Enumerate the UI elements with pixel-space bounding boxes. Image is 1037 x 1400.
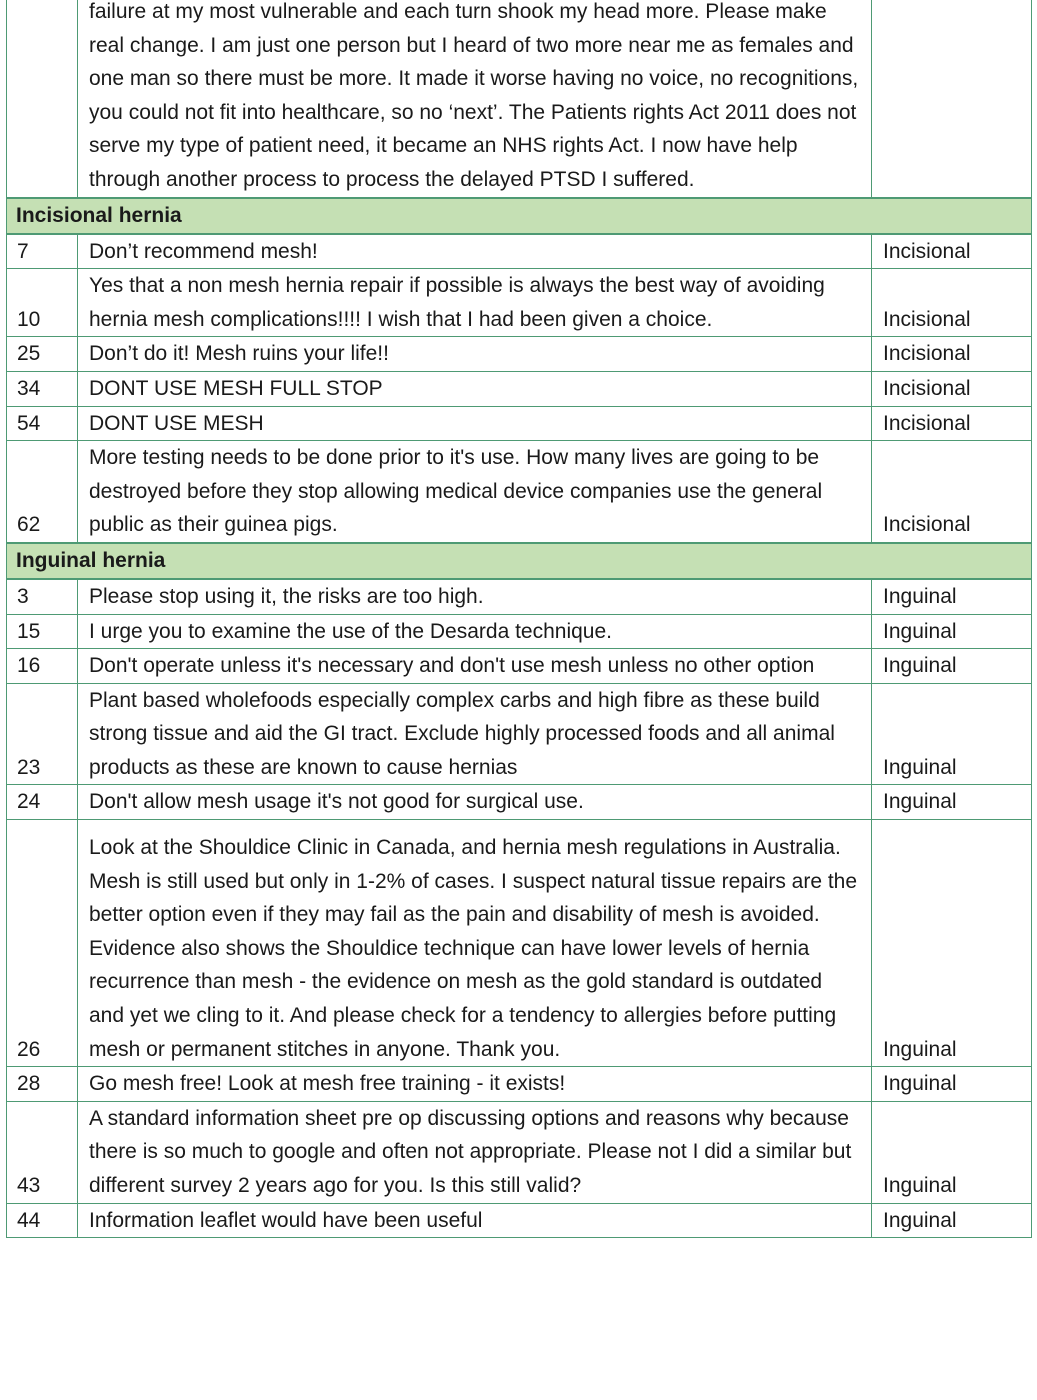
hernia-type: Incisional xyxy=(872,269,1032,337)
table-row xyxy=(7,406,1032,441)
response-id xyxy=(7,0,78,198)
hernia-type: Inguinal xyxy=(872,820,1032,1067)
hernia-type: Inguinal xyxy=(872,1101,1032,1203)
response-id: 44 xyxy=(7,1203,78,1238)
table-row xyxy=(7,337,1032,372)
table-row xyxy=(7,820,1032,1067)
table-row xyxy=(7,785,1032,820)
table-row xyxy=(7,683,1032,785)
hernia-type: Inguinal xyxy=(872,649,1032,684)
comment-text: failure at my most vulnerable and each turn shook my head more. Please make real change. I am just one person but I heard of two more near me as females and one man so there must be more. It made it worse having no voice, no recognitions, you could not fit into healthcare, so no ‘next’. The Patients rights Act 2011 does not serve my type of patient need, it became an NHS rights Act. I now have help through another process to process the delayed PTSD I suffered. xyxy=(78,0,872,198)
table-row xyxy=(7,649,1032,684)
hernia-type: Incisional xyxy=(872,406,1032,441)
hernia-type: Inguinal xyxy=(872,1203,1032,1238)
comments-table xyxy=(6,0,1032,1238)
table-row xyxy=(7,371,1032,406)
response-id: 10 xyxy=(7,269,78,337)
section-header-inguinal xyxy=(7,543,1032,579)
comment-text: Don’t do it! Mesh ruins your life!! xyxy=(78,337,872,372)
response-id: 24 xyxy=(7,785,78,820)
hernia-type: Incisional xyxy=(872,234,1032,269)
hernia-type xyxy=(872,0,1032,198)
comment-text: Information leaflet would have been useful xyxy=(78,1203,872,1238)
response-id: 34 xyxy=(7,371,78,406)
hernia-type: Inguinal xyxy=(872,614,1032,649)
comment-text: Go mesh free! Look at mesh free training - it exists! xyxy=(78,1067,872,1102)
hernia-type: Inguinal xyxy=(872,683,1032,785)
comment-text: A standard information sheet pre op discussing options and reasons why because there is so much to google and often not appropriate. Please not I did a similar but different survey 2 years ago for you. Is this still valid? xyxy=(78,1101,872,1203)
hernia-type: Incisional xyxy=(872,337,1032,372)
comment-text: Please stop using it, the risks are too high. xyxy=(78,579,872,614)
response-id: 3 xyxy=(7,579,78,614)
section-title: Inguinal hernia xyxy=(7,543,1032,579)
comment-text: I urge you to examine the use of the Desarda technique. xyxy=(78,614,872,649)
comment-text: More testing needs to be done prior to it's use. How many lives are going to be destroyed before they stop allowing medical device companies use the general public as their guinea pigs. xyxy=(78,441,872,543)
comment-text: DONT USE MESH xyxy=(78,406,872,441)
hernia-type: Inguinal xyxy=(872,1067,1032,1102)
table-row xyxy=(7,1067,1032,1102)
table-row xyxy=(7,0,1032,198)
table-row xyxy=(7,1203,1032,1238)
comment-text: Look at the Shouldice Clinic in Canada, and hernia mesh regulations in Australia. Mesh is still used but only in 1-2% of cases. I suspect natural tissue repairs are the better option even if they may fail as the pain and disability of mesh is avoided. Evidence also shows the Shouldice technique can have lower levels of hernia recurrence than mesh - the evidence on mesh as the gold standard is outdated and yet we cling to it. And please check for a tendency to allergies before putting mesh or permanent stitches in anyone. Thank you. xyxy=(78,820,872,1067)
response-id: 54 xyxy=(7,406,78,441)
comment-text: Yes that a non mesh hernia repair if possible is always the best way of avoiding hernia mesh complications!!!! I wish that I had been given a choice. xyxy=(78,269,872,337)
response-id: 16 xyxy=(7,649,78,684)
response-id: 26 xyxy=(7,820,78,1067)
table-row xyxy=(7,269,1032,337)
response-id: 25 xyxy=(7,337,78,372)
table-row xyxy=(7,614,1032,649)
response-id: 62 xyxy=(7,441,78,543)
response-id: 43 xyxy=(7,1101,78,1203)
section-header-incisional xyxy=(7,198,1032,234)
comment-text: Don't allow mesh usage it's not good for surgical use. xyxy=(78,785,872,820)
comment-text: Don’t recommend mesh! xyxy=(78,234,872,269)
table-row xyxy=(7,441,1032,543)
response-id: 23 xyxy=(7,683,78,785)
table-row xyxy=(7,579,1032,614)
comment-text: DONT USE MESH FULL STOP xyxy=(78,371,872,406)
response-id: 15 xyxy=(7,614,78,649)
table-row xyxy=(7,1101,1032,1203)
comment-text: Don't operate unless it's necessary and don't use mesh unless no other option xyxy=(78,649,872,684)
comment-text: Plant based wholefoods especially complex carbs and high fibre as these build strong tissue and aid the GI tract. Exclude highly processed foods and all animal products as these are known to cause hernias xyxy=(78,683,872,785)
hernia-type: Incisional xyxy=(872,371,1032,406)
response-id: 7 xyxy=(7,234,78,269)
hernia-type: Inguinal xyxy=(872,785,1032,820)
hernia-type: Incisional xyxy=(872,441,1032,543)
section-title: Incisional hernia xyxy=(7,198,1032,234)
response-id: 28 xyxy=(7,1067,78,1102)
table-row xyxy=(7,234,1032,269)
hernia-type: Inguinal xyxy=(872,579,1032,614)
